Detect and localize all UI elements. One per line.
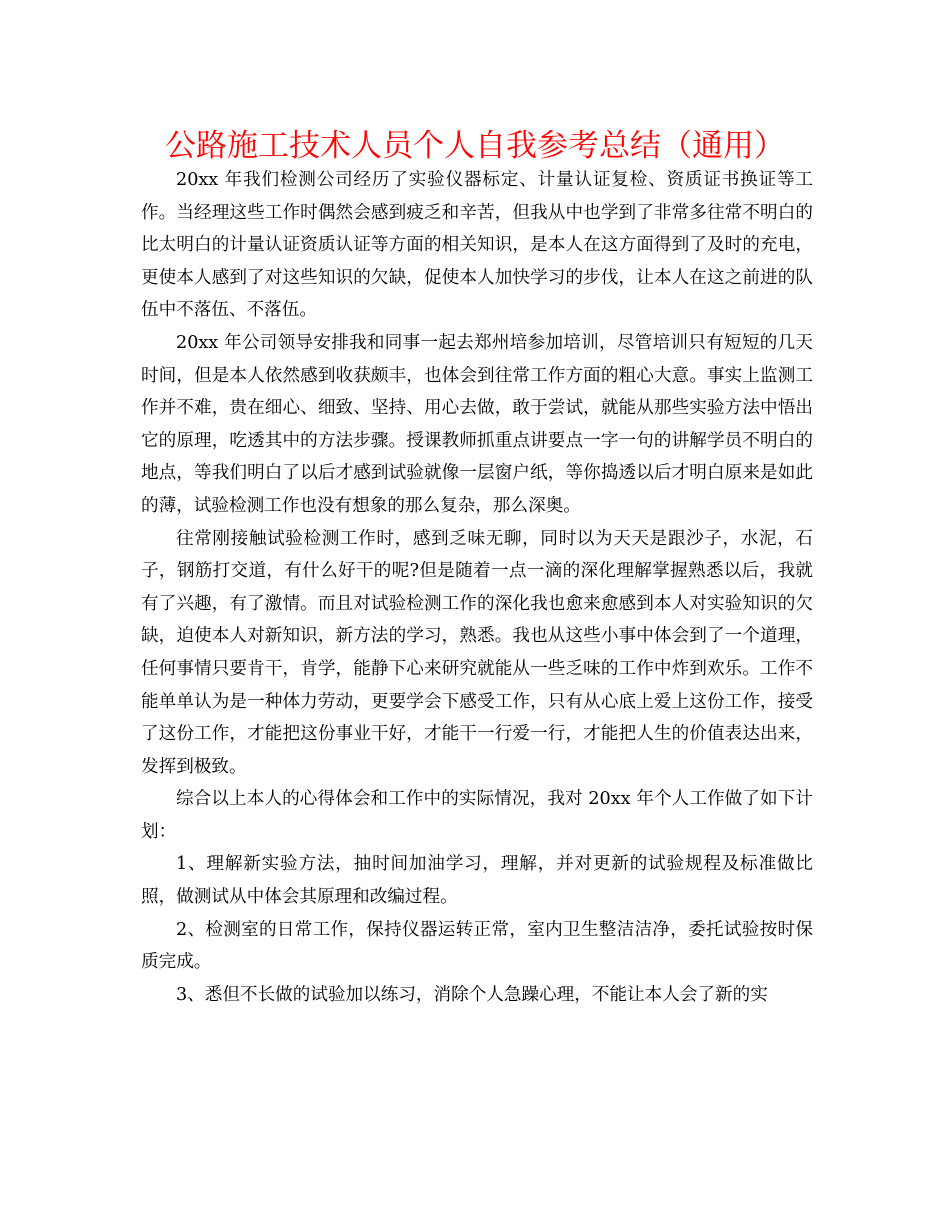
paragraph-3: 往常刚接触试验检测工作时，感到乏味无聊，同时以为天天是跟沙子，水泥，石子，钢筋打交道，有什么好干的呢?但是随着一点一滴的深化理解掌握熟悉以后，我就有了兴趣，有了激情。而且对试验检测工作的深化我也愈来愈感到本人对实验知识的欠缺，迫使本人对新知识，新方法的学习，熟悉。我也从这些小事中体会到了一个道理，任何事情只要肯干，肯学，能静下心来研究就能从一些乏味的工作中炸到欢乐。工作不能单单认为是一种体力劳动，更要学会下感受工作，只有从心底上爱上这份工作，接受了这份工作，才能把这份事业干好，才能干一行爱一行，才能把人生的价值表达出来，发挥到极致。 xyxy=(141,528,813,777)
plan-item-2: 2、检测室的日常工作，保持仪器运转正常，室内卫生整洁洁净，委托试验按时保质完成。 xyxy=(141,919,813,973)
document-title: 公路施工技术人员个人自我参考总结（通用） xyxy=(165,128,785,164)
plan-item-3: 3、悉但不长做的试验加以练习，消除个人急躁心理，不能让本人会了新的实 xyxy=(176,984,768,1005)
paragraph-2: 20xx 年公司领导安排我和同事一起去郑州培参加培训，尽管培训只有短短的几天时间，但是本人依然感到收获颇丰，也体会到往常工作方面的粗心大意。事实上监测工作并不难，贵在细心、细致、坚持、用心去做，敢于尝试，就能从那些实验方法中悟出它的原理，吃透其中的方法步骤。授课教师抓重点讲要点一字一句的讲解学员不明白的地点，等我们明白了以后才感到试验就像一层窗户纸，等你捣透以后才明白原来是如此的薄，试验检测工作也没有想象的那么复杂，那么深奥。 xyxy=(141,332,813,516)
paragraph-1: 20xx 年我们检测公司经历了实验仪器标定、计量认证复检、资质证书换证等工作。当经理这些工作时偶然会感到疲乏和辛苦，但我从中也学到了非常多往常不明白的比太明白的计量认证资质认证等方面的相关知识，是本人在这方面得到了及时的充电，更使本人感到了对这些知识的欠缺，促使本人加快学习的步伐，让本人在这之前进的队伍中不落伍、不落伍。 xyxy=(141,170,813,321)
paragraph-4: 综合以上本人的心得体会和工作中的实际情况，我对 20xx 年个人工作做了如下计划： xyxy=(141,789,813,842)
plan-item-1: 1、理解新实验方法，抽时间加油学习，理解，并对更新的试验规程及标准做比照，做测试从中体会其原理和改编过程。 xyxy=(141,854,813,908)
document-body xyxy=(141,164,813,1011)
